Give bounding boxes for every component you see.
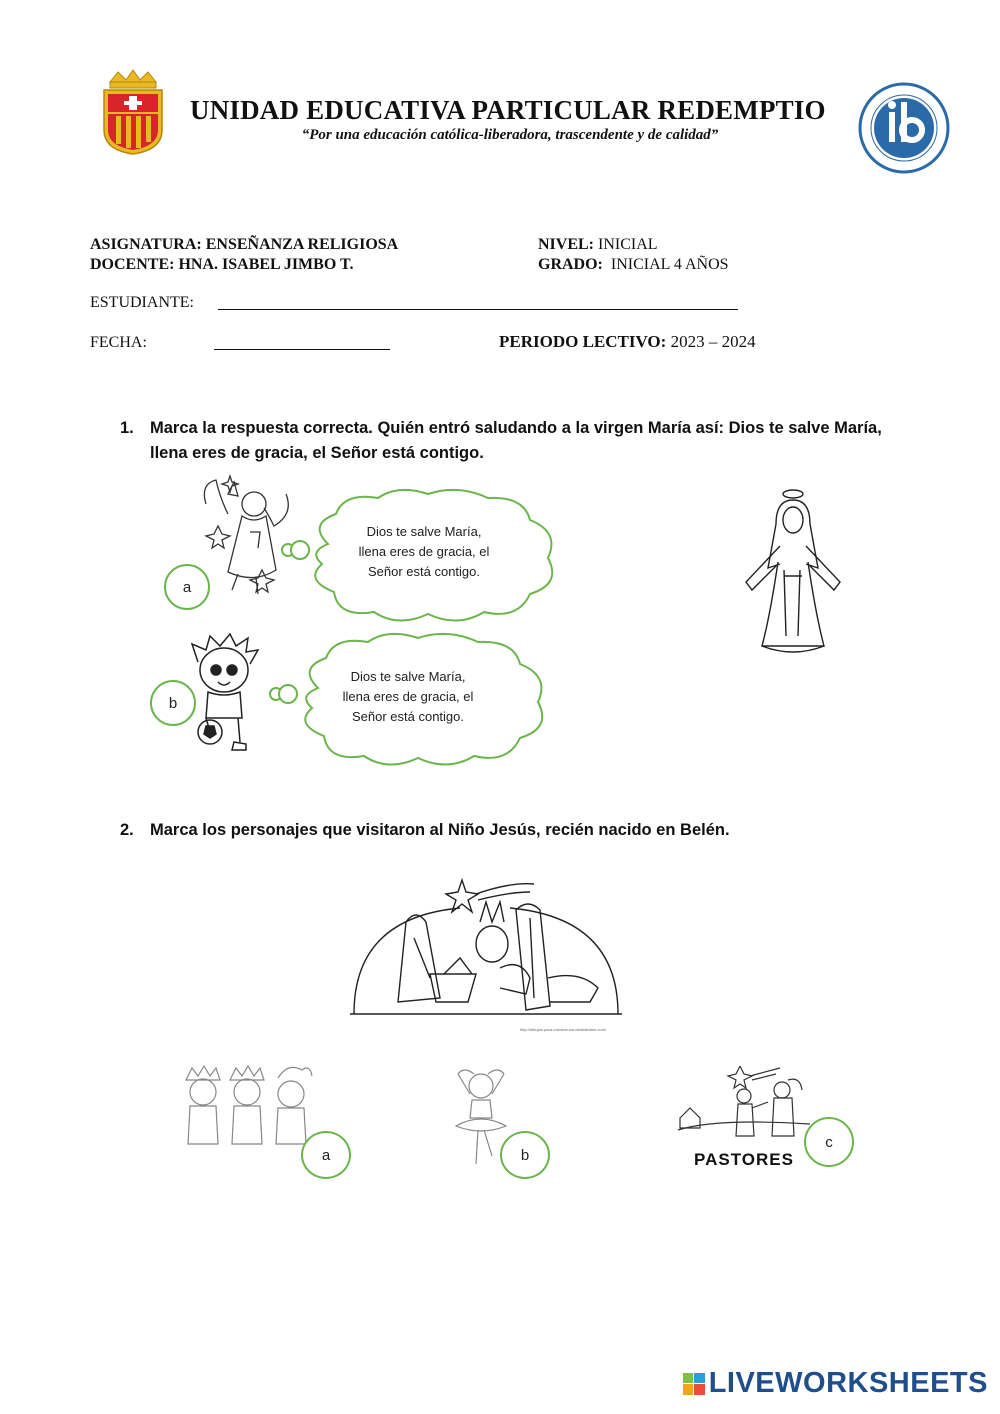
option-2c-label: c (825, 1133, 833, 1151)
bubble-a-line-3: Señor está contigo. (367, 564, 481, 579)
periodo-value: 2023 – 2024 (670, 332, 756, 351)
question-1-number: 1. (120, 419, 134, 437)
virgin-mary-illustration (740, 486, 846, 658)
question-2 (120, 818, 920, 844)
docente-label: DOCENTE: (90, 256, 175, 273)
school-motto: “Por una educación católica-liberadora, trascendente y de calidad” (301, 127, 719, 143)
option-2b-label: b (520, 1146, 530, 1164)
question-2-text: Marca los personajes que visitaron al Niño Jesús, recién nacido en Belén. (150, 821, 730, 839)
question-2-number: 2. (120, 821, 134, 839)
periodo-label: PERIODO LECTIVO: (499, 332, 667, 351)
bubble-a-line-1: Dios te salve María, (366, 524, 482, 539)
nivel-value: INICIAL (598, 236, 658, 253)
liveworksheets-icon (683, 1373, 705, 1395)
bubble-a-line-2: llena eres de gracia, el (358, 544, 490, 559)
shepherds-illustration (676, 1066, 812, 1176)
nivel-row (538, 236, 658, 254)
option-2c-circle[interactable] (804, 1117, 854, 1167)
liveworksheets-brand: LIVEWORKSHEETS (708, 1367, 988, 1399)
bubble-a-text (336, 522, 512, 582)
docente-row (90, 256, 353, 274)
option-a-label: a (182, 578, 192, 596)
option-2b-circle[interactable] (500, 1131, 550, 1179)
liveworksheets-logo (683, 1367, 988, 1400)
boy-with-soccer-ball-illustration (186, 632, 272, 754)
asignatura-row (90, 236, 398, 254)
asignatura-label: ASIGNATURA: (90, 236, 202, 253)
estudiante-input-line[interactable] (218, 309, 738, 310)
three-kings-illustration (178, 1062, 318, 1152)
docente-value: HNA. ISABEL JIMBO T. (178, 256, 354, 273)
fecha-input-line[interactable] (214, 349, 390, 350)
option-b-label: b (168, 694, 178, 712)
option-b-circle[interactable] (150, 680, 196, 726)
nativity-source-url: http://dibujos-para-colorear.eurorealdientes.com/ (520, 1027, 607, 1032)
grado-row (538, 256, 729, 274)
question-1 (120, 416, 920, 468)
question-1-text: Marca la respuesta correcta. Quién entró saludando a la virgen María así: Dios te salve María, llena eres de gracia, el Señor está contigo. (150, 419, 882, 462)
grado-value: INICIAL 4 AÑOS (610, 256, 729, 273)
option-2a-circle[interactable] (301, 1131, 351, 1179)
ib-world-school-logo (856, 80, 952, 176)
asignatura-value: ENSEÑANZA RELIGIOSA (205, 236, 399, 253)
bubble-b-line-2: llena eres de gracia, el (342, 689, 474, 704)
periodo-row (499, 332, 756, 352)
bubble-b-line-3: Señor está contigo. (351, 709, 465, 724)
option-2a-label: a (321, 1146, 331, 1164)
fecha-label: FECHA: (90, 334, 147, 351)
nativity-scene-illustration (350, 878, 622, 1018)
estudiante-label: ESTUDIANTE: (90, 294, 194, 311)
bubble-b-text (320, 667, 496, 727)
option-a-circle[interactable] (164, 564, 210, 610)
nivel-label: NIVEL: (538, 236, 595, 253)
grado-label: GRADO: (538, 256, 603, 273)
bubble-b-line-1: Dios te salve María, (350, 669, 466, 684)
pastores-caption: PASTORES (694, 1150, 794, 1169)
school-crest (98, 68, 168, 156)
school-name: UNIDAD EDUCATIVA PARTICULAR REDEMPTIO (190, 95, 826, 125)
